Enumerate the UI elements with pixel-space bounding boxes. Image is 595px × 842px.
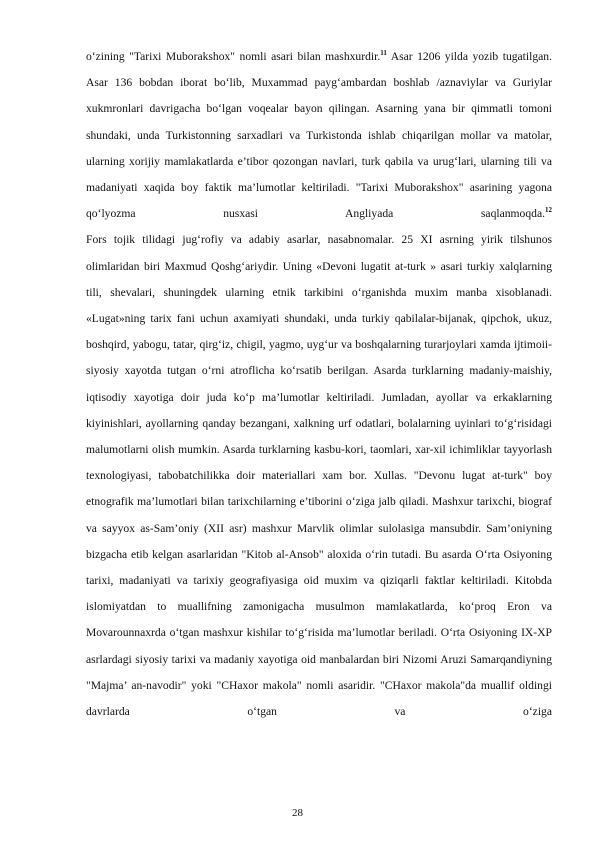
page-body <box>86 44 552 804</box>
footnote-ref-11[interactable]: 11 <box>380 49 387 58</box>
paragraph-1-text-b: Asar 1206 yilda yozib tugatilgan. Asar 136 bobdan iborat bo‘lib, Muxammad payg‘ambardan boshlab /aznaviylar va Guriylar xukmronlari davrigacha bo‘lgan voqealar bayon qilingan. Asarning yana bir qimmatli tomoni shundaki, unda Turkistonning sarxadlari va Turkistonda ishlab chiqarilgan mollar va matolar, ularning xorijiy mamlakatlarda e’tibor qozongan navlari, turk qabila va urug‘lari, ularning tili va madaniyati xaqida boy faktik ma’lumotlar keltiriladi. "Tarixi Muborakshox" asarining yagona qo‘lyozma nusxasi Angliyada saqlanmoqda. <box>86 50 552 221</box>
paragraph-1-text-a: o‘zining "Tarixi Muborakshox" nomli asari bilan mashxurdir. <box>86 50 381 63</box>
paragraph-2-text: Fors tojik tilidagi jug‘rofiy va adabiy asarlar, nasabnomalar. 25 XI asrning yirik tilshunos olimlaridan biri Maxmud Qoshg‘ariydir. Uning «Devoni lugatit at-turk » asari turkiy xalqlarning tili, shevalari, shuningdek ularning etnik tarkibini o‘rganishda muxim manba xisoblanadi. «Lugat»ning tarix fani uchun axamiyati shundaki, unda turkiy qabilalar-bijanak, qipchok, ukuz, boshqird, yabogu, tatar, qirg‘iz, chigil, yagmo, uyg‘ur va boshqalarning turarjoylari xamda ijtimoii-siyosiy xayotda tutgan o‘rni atroflicha ko‘rsatib berilgan. Asarda turklarning madaniy-maishiy, iqtisodiy xayotiga doir juda ko‘p ma’lumotlar keltiriladi. Jumladan, ayollar va erkaklarning kiyinishlari, ayollarning qanday bezangani, xalkning urf odatlari, bolalarning uyinlari to‘g‘risidagi malumotlarni olish mumkin. Asarda turklarning kasbu-kori, taomlari, xar-xil ichimliklar tayyorlash texnologiyasi, tabobatchilikka doir materiallari xam bor. Xullas. "Devonu lugat at-turk" boy etnografik ma’lumotlari bilan tarixchilarning e’tiborini o‘ziga jalb qiladi. Mashxur tarixchi, biograf va sayyox as-Sam’oniy (XII asr) mashxur Marvlik olimlar sulolasiga mansubdir. Sam’oniyning bizgacha etib kelgan asarlaridan "Kitob al-Ansob" aloxida o‘rin tutadi. Bu asarda O‘rta Osiyoning tarixi, madaniyati va tarixiy geografiyasiga oid muxim va qiziqarli faktlar keltiriladi. Kitobda islomiyatdan to muallifning zamonigacha musulmon mamlakatlarda, ko‘proq Eron va Movarounnaxrda o‘tgan mashxur kishilar to‘g‘risida ma’lumotlar beriladi. O‘rta Osiyoning IX-XP asrlardagi siyosiy tarixi va madaniy xayotiga oid manbalardan biri Nizomi Aruzi Samarqandiyning "Majma’ an-navodir" yoki "CHaxor makola" nomli asaridir. "CHaxor makola"da muallif oldingi davrlarda o‘tgan va o‘ziga <box>86 233 552 719</box>
paragraph-2 <box>86 227 552 725</box>
paragraph-1 <box>86 44 552 227</box>
footnote-ref-12[interactable]: 12 <box>545 206 552 215</box>
page-number: 28 <box>292 807 303 819</box>
